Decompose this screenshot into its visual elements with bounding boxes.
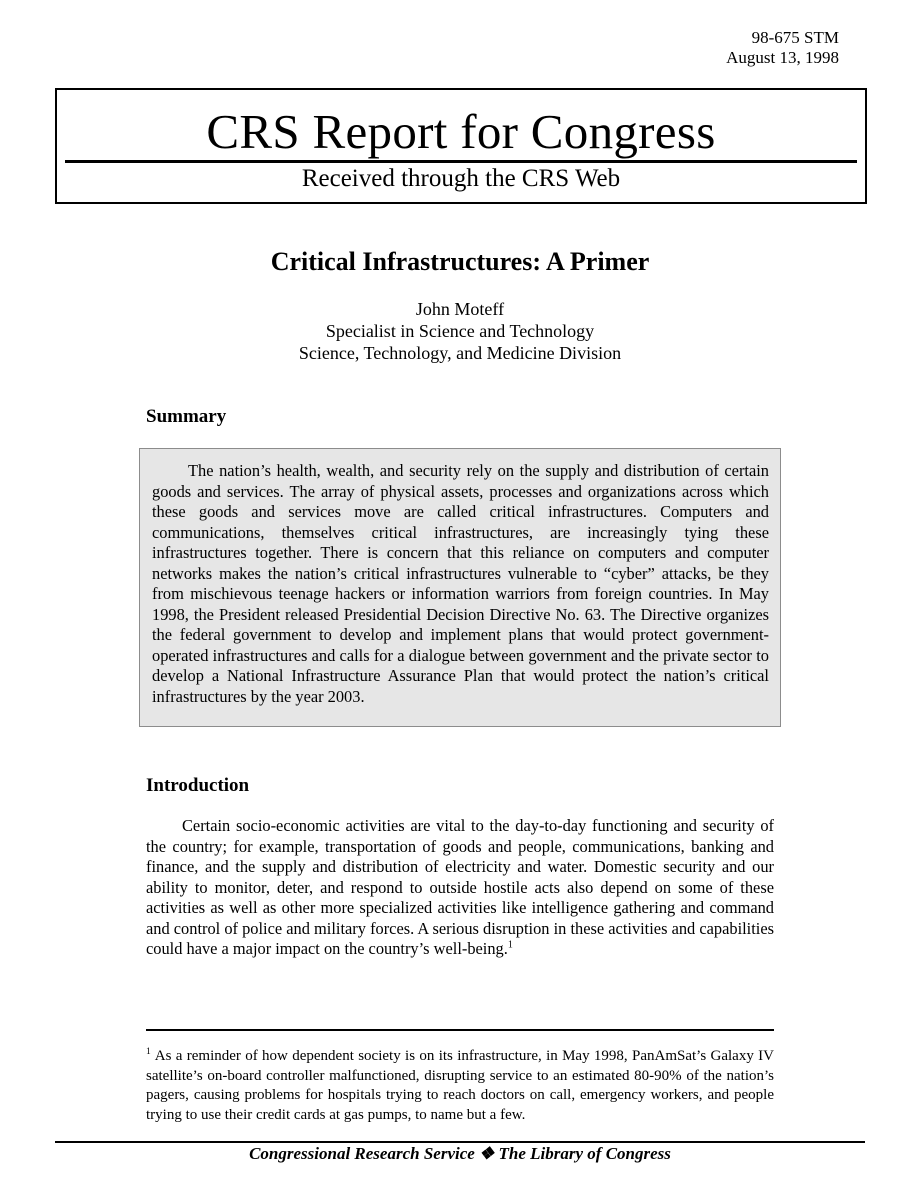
summary-text: The nation’s health, wealth, and security rely on the supply and distribution of certain goods and services. The array of physical assets, processes and organizations across which these goods and services move are called critical infrastructures. Computers and communications, themselves critical infrastructures, are increasingly tying these infrastructures together. There is concern that this reliance on computers and computer networks makes the nation’s critical infrastructures vulnerable to “cyber” attacks, be they from mischievous teenage hackers or information warriors from foreign countries. In May 1998, the President released Presidential Decision Directive No. 63. The Directive organizes the federal government to develop and implement plans that would protect government-operated infrastructures and calls for a dialogue between government and the private sector to develop a National Infrastructure Assurance Plan that would protect the nation’s critical infrastructures by the year 2003. [152, 461, 769, 706]
author-name: John Moteff [415, 299, 505, 319]
summary-box [139, 448, 781, 727]
report-number: 98-675 STM [751, 28, 839, 47]
footnote-text: As a reminder of how dependent society is on its infrastructure, in May 1998, PanAmSat’s Galaxy IV satellite’s on-board controller malfunctioned, disrupting service to an estimated 80-90% of the nation’s pagers, causing problems for hospitals trying to reach doctors on call, emergency workers, and people trying to use their credit cards at gas pumps, to name but a few. [146, 1048, 774, 1123]
introduction-body: Certain socio-economic activities are vital to the day-to-day functioning and security of the country; for example, transportation of goods and people, communications, banking and finance, and the supply and distribution of electricity and water. Domestic security and our ability to monitor, deter, and respond to outside hostile acts also depend on some of these activities as well as other more specialized activities like intelligence gathering and command and control of police and military forces. A serious disruption in these activities and capabilities could have a major impact on the country’s well-being. [146, 816, 774, 958]
introduction-heading: Introduction [146, 775, 250, 796]
author-division: Science, Technology, and Medicine Division [298, 343, 622, 363]
banner-subtitle: Received through the CRS Web [301, 165, 621, 192]
banner-title: CRS Report for Congress [206, 104, 716, 159]
banner-rule [65, 160, 857, 163]
author-title: Specialist in Science and Technology [325, 321, 595, 341]
footnote-reference[interactable]: 1 [507, 939, 513, 951]
report-date: August 13, 1998 [726, 48, 839, 67]
introduction-text [146, 816, 774, 960]
crs-banner [55, 88, 867, 204]
footnote-mark: 1 [146, 1047, 151, 1057]
footnote-separator [146, 1029, 774, 1031]
byline [0, 298, 920, 364]
report-identifier [726, 28, 839, 68]
footer-text: Congressional Research Service ❖ The Library of Congress [249, 1144, 671, 1163]
footnote [146, 1047, 774, 1125]
summary-heading: Summary [146, 406, 227, 427]
document-title: Critical Infrastructures: A Primer [270, 247, 650, 276]
